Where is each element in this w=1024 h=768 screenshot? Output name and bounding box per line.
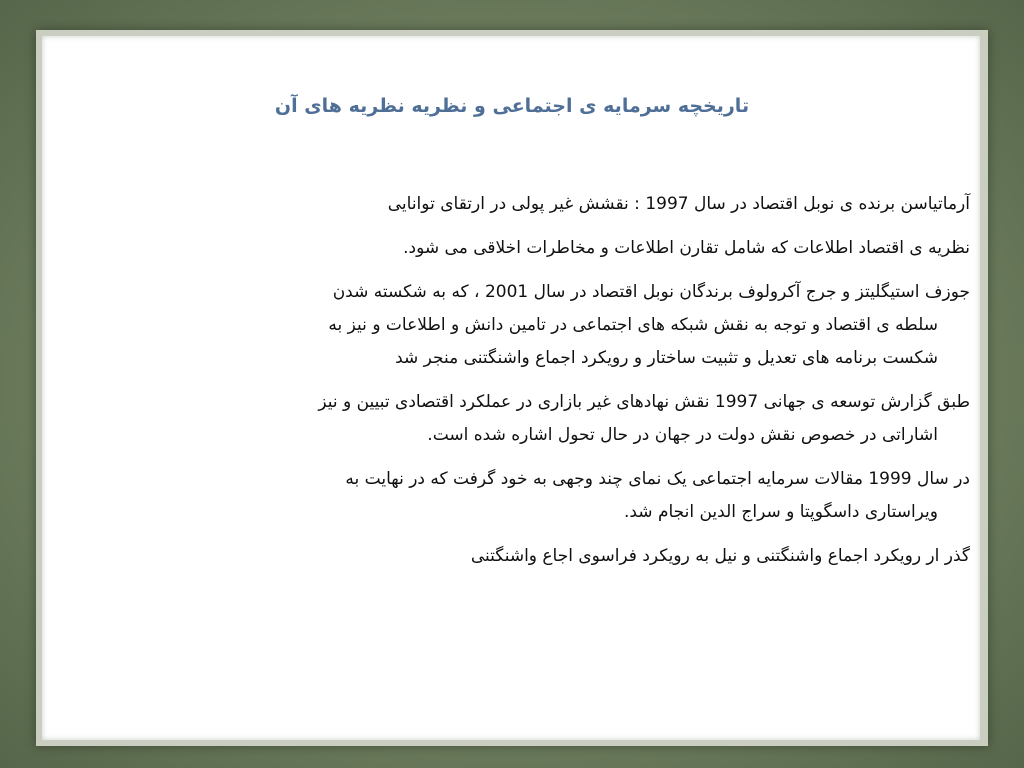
slide-body [80,188,970,584]
paragraph-line: اشاراتی در خصوص نقش دولت در جهان در حال تحول اشاره شده است. [427,425,938,445]
paragraph-line: در سال 1999 مقالات سرمایه اجتماعی یک نمای چند وجهی به خود گرفت که در نهایت به [345,469,970,489]
paragraph-line: ویراستاری داسگوپتا و سراج الدین انجام شد. [623,502,938,522]
paragraph-line: شکست برنامه های تعدیل و تثبیت ساختار و رویکرد اجماع واشنگتنی منجر شد [395,348,938,368]
paragraph-information-economics [80,232,970,265]
paragraph-line: نظریه ی اقتصاد اطلاعات که شامل تقارن اطلاعات و مخاطرات اخلاقی می شود. [403,238,970,258]
paragraph-amartya-sen [80,188,970,221]
paragraph-line: آرماتیاسن برنده ی نوبل اقتصاد در سال 1997 : نقشش غیر پولی در ارتقای توانایی [387,194,970,214]
paragraph-washington-consensus [80,540,970,573]
paragraph-1999-articles [80,463,970,529]
paragraph-stiglitz-akerlof [80,276,970,375]
paragraph-line: گذر ار رویکرد اجماع واشنگتنی و نیل به رویکرد فراسوی اجاع واشنگتنی [470,546,970,566]
paragraph-line: طبق گزارش توسعه ی جهانی 1997 نقش نهادهای غیر بازاری در عملکرد اقتصادی تبیین و نیز [318,392,970,412]
paragraph-world-development-report [80,386,970,452]
paragraph-line: جوزف استیگلیتز و جرج آکرولوف برندگان نوبل اقتصاد در سال 2001 ، که به شکسته شدن [332,282,970,302]
slide-title: تاریخچه سرمایه ی اجتماعی و نظریه نظریه های آن [274,95,750,117]
paragraph-line: سلطه ی اقتصاد و توجه به نقش شبکه های اجتماعی در تامین دانش و اطلاعات و نیز به [328,315,938,335]
